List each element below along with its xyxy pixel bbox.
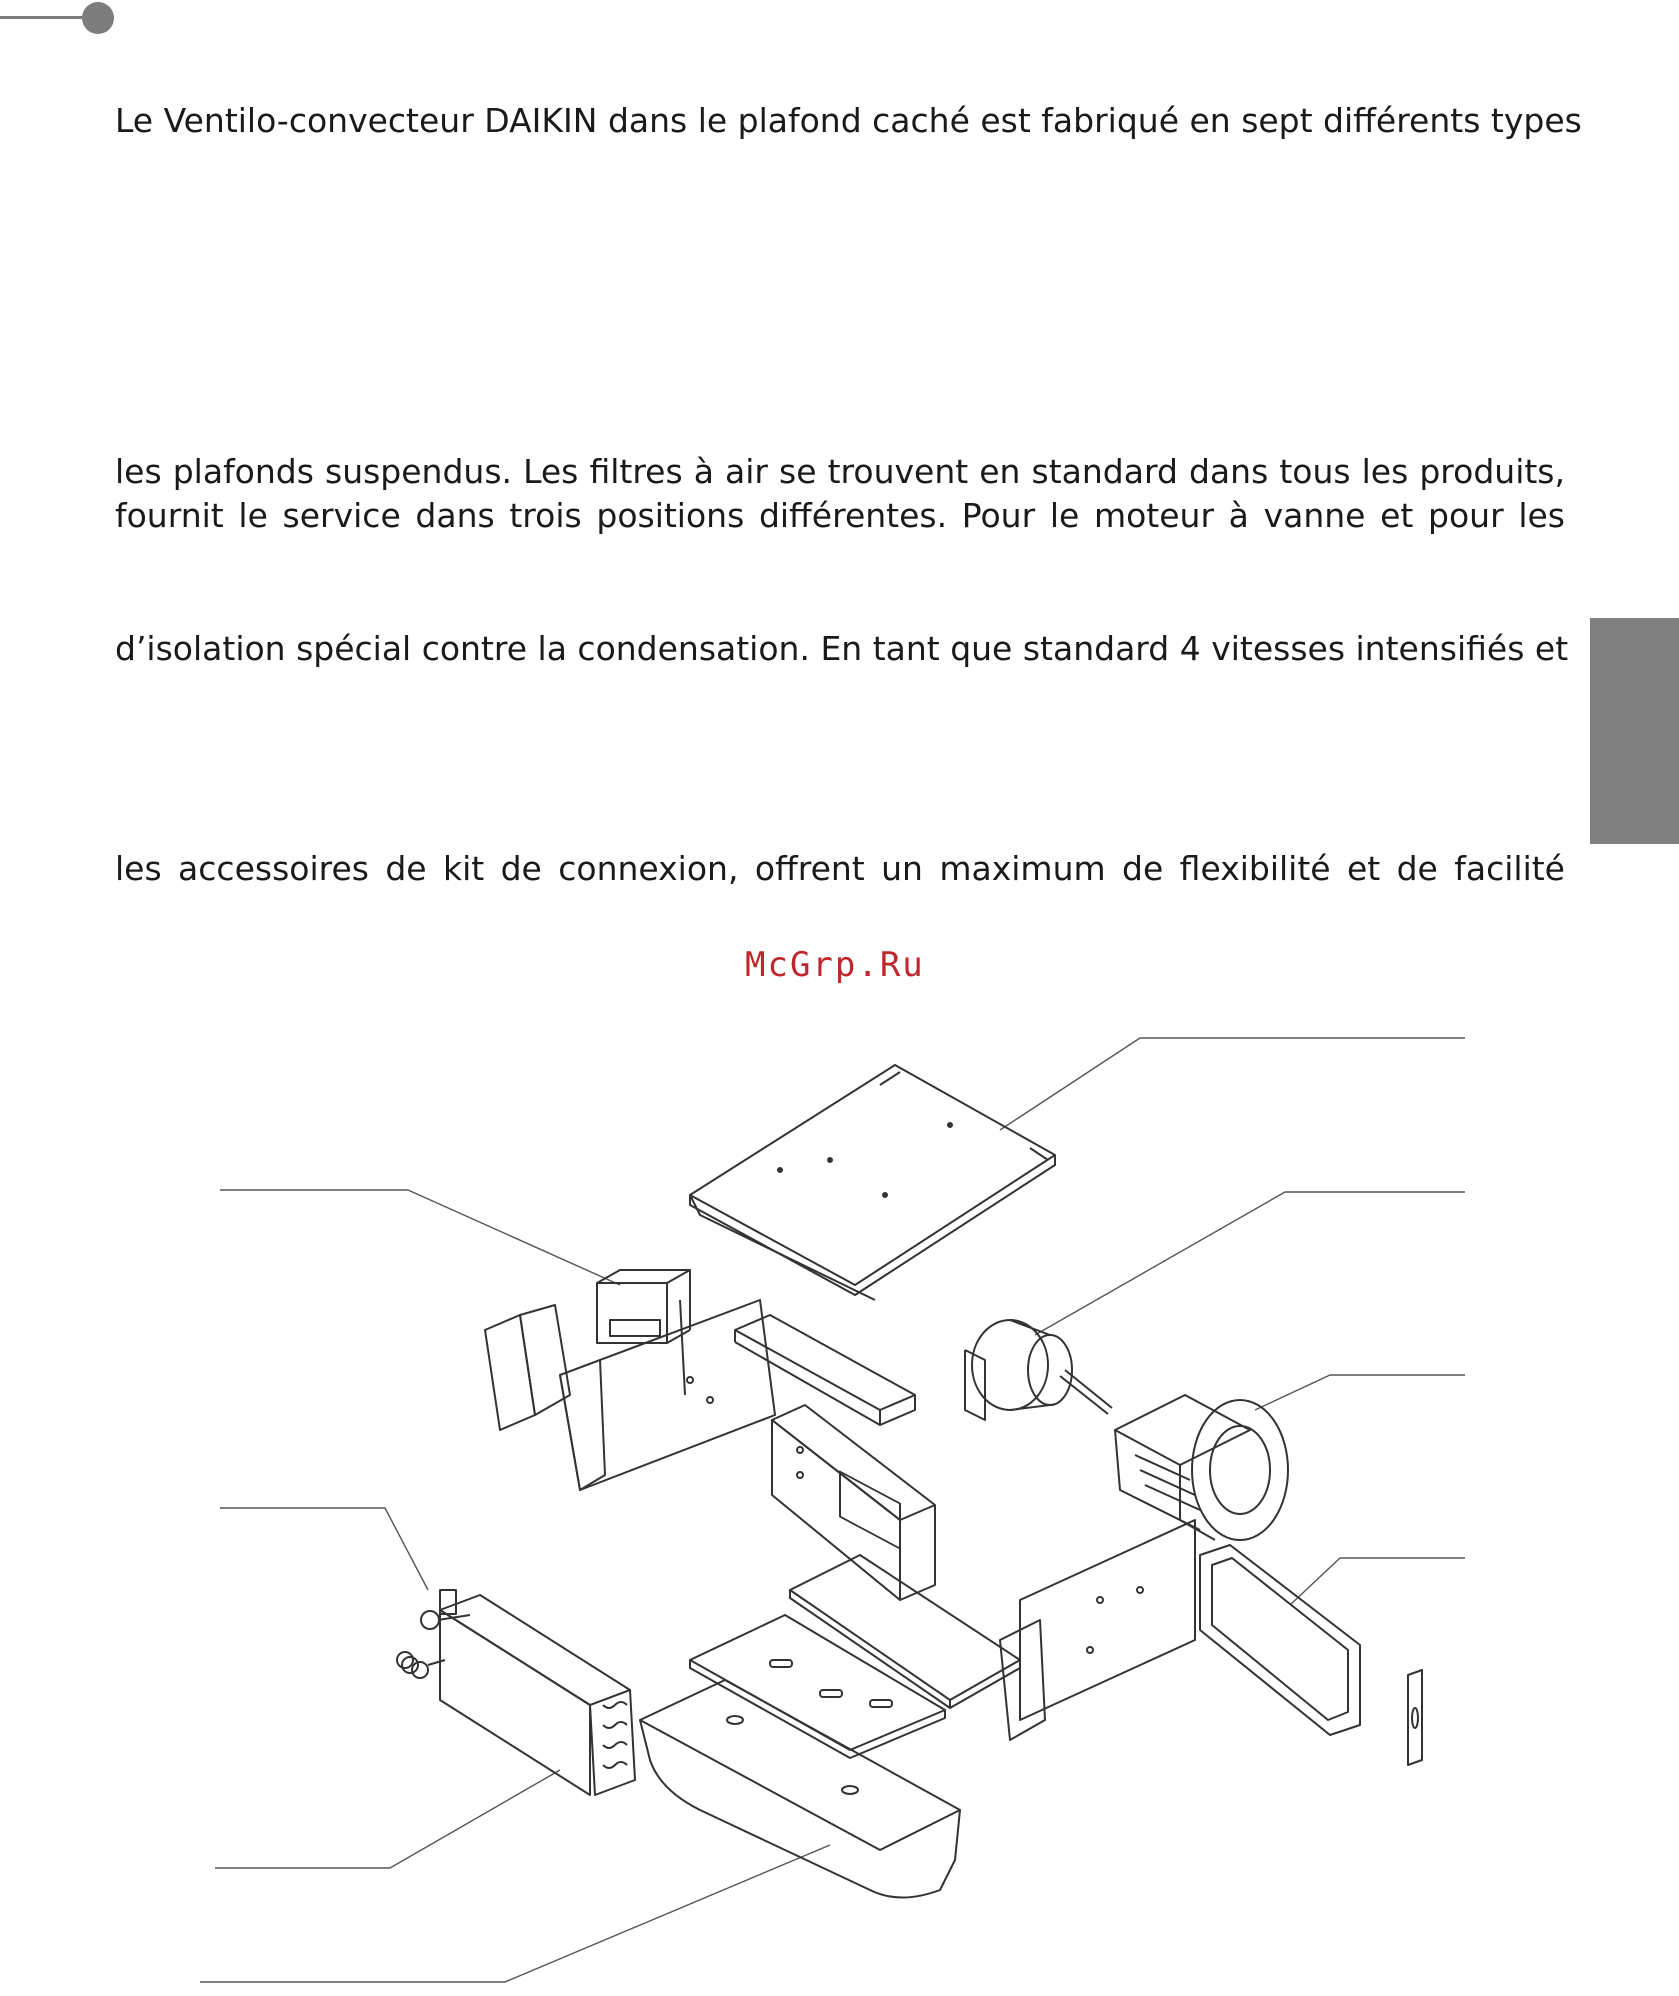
- leader-valves: [220, 1508, 428, 1590]
- body-line-2: les plafonds suspendus. Les filtres à air se trouvent en standard dans tous les produits,: [115, 452, 1565, 491]
- front-panel: [772, 1405, 935, 1600]
- leader-blower: [1255, 1375, 1465, 1410]
- leader-filter: [1290, 1558, 1465, 1605]
- leader-drain-pan: [200, 1845, 830, 1982]
- blower-housing: [1115, 1395, 1288, 1540]
- body-line-5: les accessoires de kit de connexion, offrent un maximum de flexibilité et de facilité: [115, 849, 1565, 888]
- drain-pan: [640, 1680, 960, 1898]
- leader-lines: [200, 1038, 1465, 1982]
- fan-motor: [965, 1320, 1112, 1420]
- leader-top-panel: [1000, 1038, 1465, 1130]
- leader-control-box: [220, 1190, 620, 1285]
- body-line-3: fournit le service dans trois positions différentes. Pour le moteur à vanne et pour les: [115, 496, 1565, 535]
- body-line-4: d’isolation spécial contre la condensation. En tant que standard 4 vitesses intensifiés et: [115, 629, 1569, 668]
- heat-exchanger-coil: [440, 1595, 635, 1795]
- side-plate: [1408, 1670, 1422, 1765]
- leader-motor: [1035, 1192, 1465, 1335]
- body-line-1: Le Ventilo-convecteur DAIKIN dans le plafond caché est fabriqué en sept différents types: [115, 101, 1582, 140]
- bottom-panel: [690, 1615, 945, 1758]
- right-side-panel: [1000, 1520, 1195, 1740]
- support-bar: [735, 1315, 915, 1425]
- watermark: McGrp.Ru: [745, 945, 925, 985]
- air-filter: [1200, 1545, 1360, 1735]
- left-bracket: [485, 1305, 570, 1430]
- top-panel: [690, 1065, 1055, 1300]
- base-frame: [790, 1555, 1020, 1708]
- leader-coil: [215, 1770, 560, 1868]
